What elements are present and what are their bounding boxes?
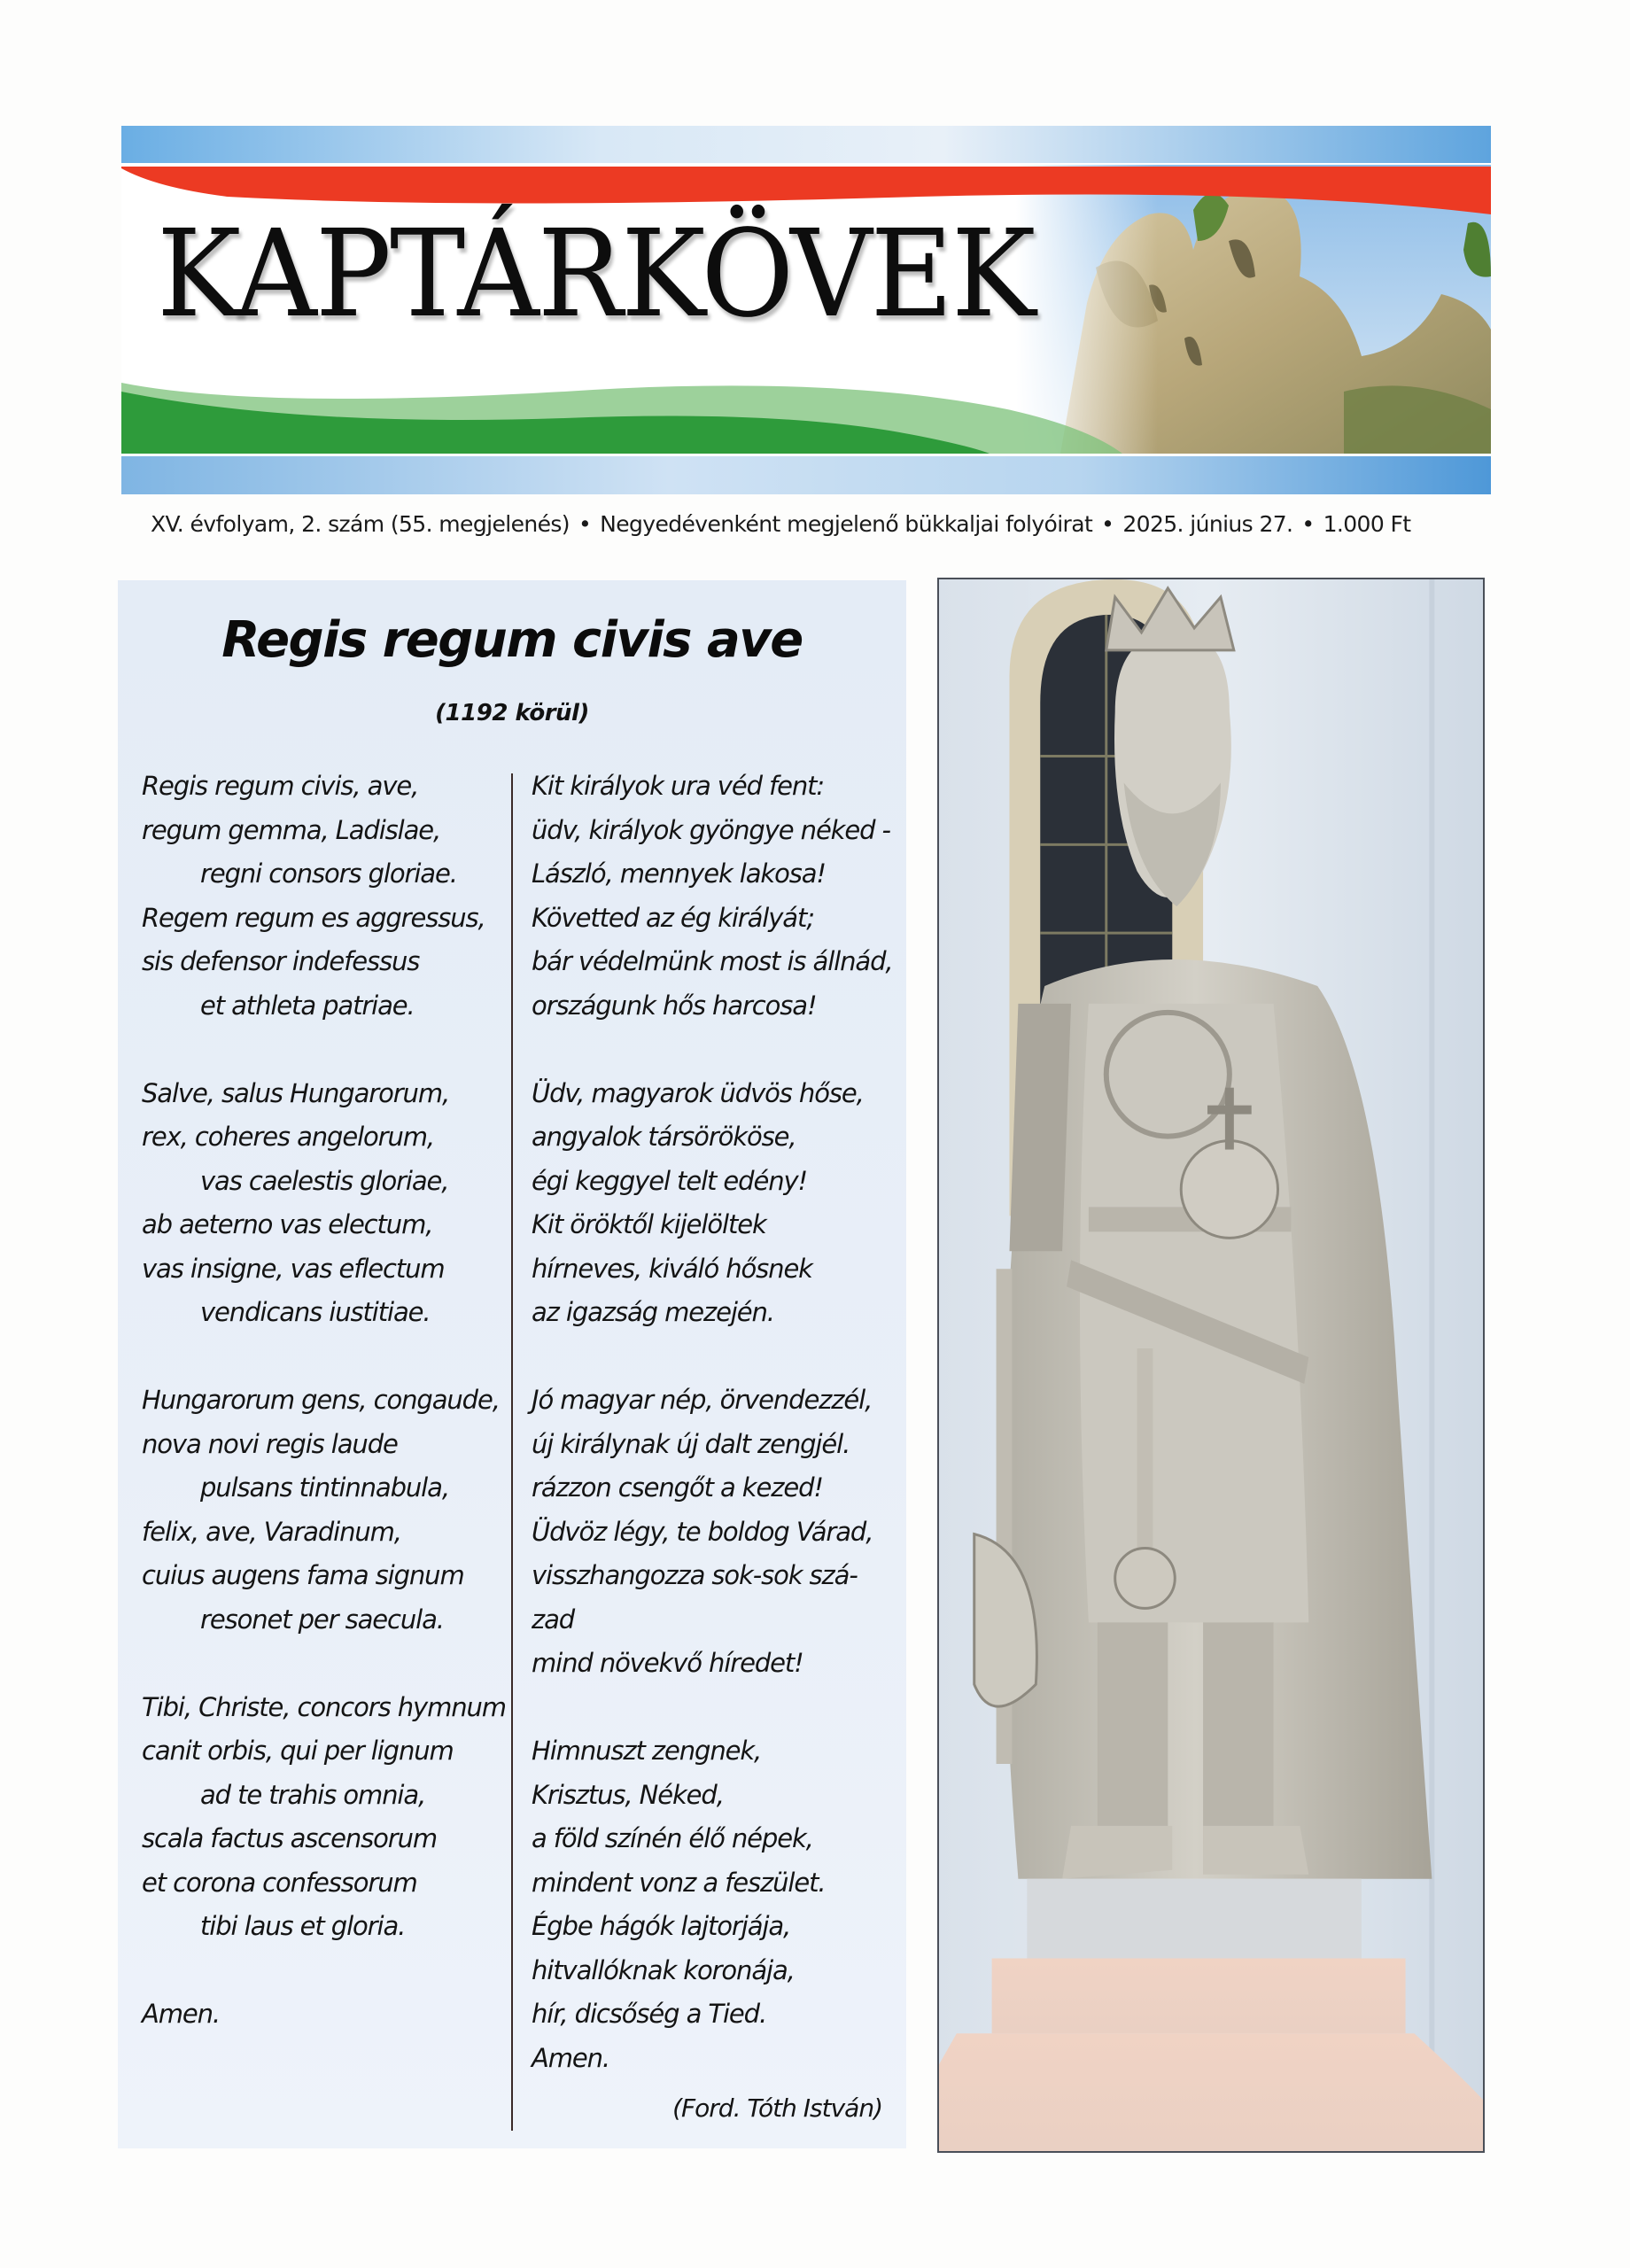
poem-line: hitvallóknak koronája, [532, 1954, 795, 1985]
poem-line: regni consors gloriae. [200, 858, 457, 889]
poem-line: hír, dicsőség a Tied. [532, 1999, 767, 2029]
poem-line: Jó magyar nép, örvendezzél, [532, 1385, 873, 1415]
issue-separator: • [1301, 511, 1315, 537]
poem-line: sis defensor indefessus [142, 946, 420, 976]
stanza-gap [142, 1028, 505, 1072]
poem-title: Regis regum civis ave [221, 611, 803, 669]
poem-line: bár védelmünk most is állnád, [532, 946, 893, 976]
poem-line: László, mennyek lakosa! [532, 858, 826, 889]
poem-line: angyalok társörököse, [532, 1122, 796, 1152]
poem-line: rex, coheres angelorum, [142, 1122, 435, 1152]
poem-line: vas caelestis gloriae, [200, 1165, 449, 1196]
poem-line: regum gemma, Ladislae, [142, 814, 441, 845]
poem-line: Krisztus, Néked, [532, 1779, 724, 1810]
poem-line: Salve, salus Hungarorum, [142, 1077, 450, 1108]
poem-line: Tibi, Christe, concors hymnum [142, 1691, 506, 1722]
issue-date: 2025. június 27. [1122, 511, 1293, 537]
stanza-gap [142, 1642, 505, 1686]
poem-line: Üdv, magyarok üdvös hőse, [532, 1077, 864, 1108]
translator-credit: (Ford. Tóth István) [672, 2093, 882, 2123]
poem-line: pulsans tintinnabula, [200, 1472, 449, 1503]
poem-line: visszhangozza sok-sok szá- [532, 1560, 858, 1590]
poem-line: felix, ave, Varadinum, [142, 1516, 401, 1547]
poem-line: Regis regum civis, ave, [142, 771, 419, 801]
poem-hungarian-column [532, 765, 904, 2080]
issue-info-line [151, 511, 1462, 537]
issue-volume: XV. évfolyam, 2. szám (55. megjelenés) [151, 511, 570, 537]
poem-line: Követted az ég királyát; [532, 902, 814, 933]
poem-line: Amen. [142, 1999, 221, 2029]
poem-line: Himnuszt zengnek, [532, 1736, 762, 1766]
poem-latin-column [142, 765, 505, 2037]
rock-formation-photo [1016, 165, 1491, 454]
poem-line: resonet per saecula. [200, 1604, 444, 1635]
poem-line: Kit királyok ura véd fent: [532, 771, 825, 801]
stanza-gap [532, 1028, 904, 1072]
poem-line: nova novi regis laude [142, 1428, 398, 1459]
poem-line: canit orbis, qui per lignum [142, 1736, 454, 1766]
masthead-title: KAPTÁRKÖVEK [157, 205, 1035, 345]
poem-line: hírneves, kiváló hősnek [532, 1253, 812, 1284]
poem-line: égi keggyel telt edény! [532, 1165, 808, 1196]
poem-line: mindent vonz a feszület. [532, 1867, 826, 1898]
issue-price: 1.000 Ft [1323, 511, 1411, 537]
column-divider [511, 773, 513, 2131]
poem-line: ab aeterno vas electum, [142, 1209, 433, 1239]
poem-line: Regem regum es aggressus, [142, 902, 485, 933]
issue-description: Negyedévenként megjelenő bükkaljai folyóirat [600, 511, 1093, 537]
stanza-gap [142, 1949, 505, 1993]
poem-line: rázzon csengőt a kezed! [532, 1472, 823, 1503]
poem-line: cuius augens fama signum [142, 1560, 464, 1590]
poem-line: Égbe hágók lajtorjája, [532, 1911, 791, 1941]
issue-separator: • [1101, 511, 1114, 537]
poem-line: Kit öröktől kijelöltek [532, 1209, 766, 1239]
poem-subtitle: (1192 körül) [435, 700, 589, 726]
stanza-gap [532, 1335, 904, 1379]
poem-line: Üdvöz légy, te boldog Várad, [532, 1516, 873, 1547]
poem-line: mind növekvő híredet! [532, 1648, 803, 1678]
stanza-gap [142, 1335, 505, 1379]
poem-line: országunk hős harcosa! [532, 990, 817, 1021]
masthead-banner [121, 126, 1491, 494]
statue-illustration [939, 579, 1483, 2151]
poem-line: Hungarorum gens, congaude, [142, 1385, 500, 1415]
poem-line: zad [532, 1604, 575, 1635]
poem-line: et athleta patriae. [200, 990, 415, 1021]
statue-photo [937, 578, 1485, 2153]
poem-line: tibi laus et gloria. [200, 1911, 406, 1941]
poem-line: Amen. [532, 2042, 610, 2073]
poem-line: üdv, királyok gyöngye néked - [532, 814, 890, 845]
poem-line: et corona confessorum [142, 1867, 417, 1898]
poem-line: scala factus ascensorum [142, 1823, 438, 1853]
poem-line: az igazság mezején. [532, 1297, 774, 1327]
stanza-gap [532, 1686, 904, 1730]
poem-line: vendicans iustitiae. [200, 1297, 431, 1327]
poem-line: a föld színén élő népek, [532, 1823, 813, 1853]
issue-separator: • [578, 511, 592, 537]
poem-line: vas insigne, vas eflectum [142, 1253, 445, 1284]
poem-line: ad te trahis omnia, [200, 1779, 426, 1810]
poem-line: új királynak új dalt zengjél. [532, 1428, 850, 1459]
